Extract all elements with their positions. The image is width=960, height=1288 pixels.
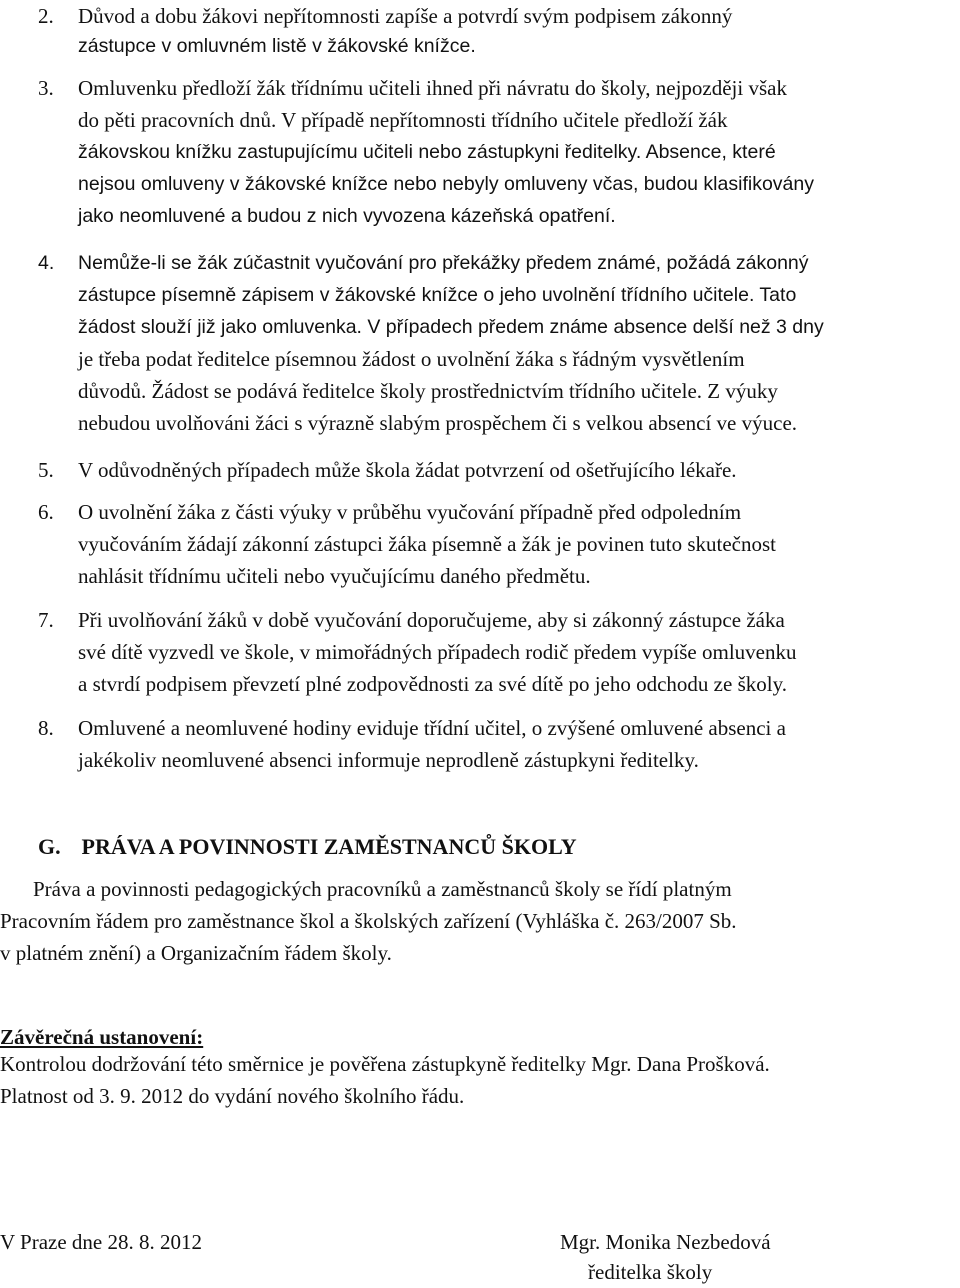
closing-title: Závěrečná ustanovení:: [0, 1025, 204, 1049]
item-line: Nemůže-li se žák zúčastnit vyučování pro překážky předem známé, požádá zákonný: [78, 252, 809, 274]
item-line: Důvod a dobu žákovi nepřítomnosti zapíše a potvrdí svým podpisem zákonný: [78, 4, 733, 28]
section-label: G.: [38, 834, 61, 859]
item-line: vyučováním žádají zákonní zástupci žáka písemně a žák je povinen tuto skutečnost: [78, 532, 777, 556]
item-line: jakékoliv neomluvené absenci informuje neprodleně zástupkyni ředitelky.: [78, 748, 699, 772]
item-line: O uvolnění žáka z části výuky v průběhu vyučování případně před odpoledním: [78, 500, 742, 524]
item-line: své dítě vyzvedl ve škole, v mimořádných případech rodič předem vypíše omluvenku: [78, 640, 797, 664]
section-title: PRÁVA A POVINNOSTI ZAMĚSTNANCŮ ŠKOLY: [81, 834, 577, 859]
closing-line: Kontrolou dodržování této směrnice je pověřena zástupkyně ředitelky Mgr. Dana Prošková.: [0, 1052, 770, 1076]
place-and-date: V Praze dne 28. 8. 2012: [0, 1230, 202, 1254]
signatory-role: ředitelka školy: [588, 1260, 713, 1284]
item-text: [78, 247, 945, 439]
item-line: je třeba podat ředitelce písemnou žádost o uvolnění žáka s řádným vysvětlením: [78, 347, 745, 371]
item-line: žákovskou knížku zastupujícímu učiteli nebo zástupkyni ředitelky. Absence, které: [78, 141, 776, 163]
item-line: Omluvené a neomluvené hodiny eviduje třídní učitel, o zvýšené omluvené absenci a: [78, 716, 786, 740]
closing-paragraph: [0, 1048, 770, 1112]
item-line: Omluvenku předloží žák třídnímu učiteli ihned při návratu do školy, nejpozději však: [78, 76, 787, 100]
item-line: nahlásit třídnímu učiteli nebo vyučujícímu daného předmětu.: [78, 564, 591, 588]
item-number: 2.: [38, 4, 54, 28]
item-number: 3.: [38, 76, 54, 100]
item-line: zástupce v omluvném listě v žákovské knížce.: [78, 35, 476, 57]
item-line: Při uvolňování žáků v době vyučování doporučujeme, aby si zákonný zástupce žáka: [78, 608, 785, 632]
item-number: 5.: [38, 458, 54, 482]
closing-line: Platnost od 3. 9. 2012 do vydání nového školního řádu.: [0, 1084, 465, 1108]
item-line: do pěti pracovních dnů. V případě nepřítomnosti třídního učitele předloží žák: [78, 108, 728, 132]
item-line: nejsou omluveny v žákovské knížce nebo nebyly omluveny včas, budou klasifikovány: [78, 173, 814, 195]
signatory-name: Mgr. Monika Nezbedová: [560, 1230, 771, 1254]
item-line: nebudou uvolňováni žáci s výrazně slabým prospěchem či s velkou absencí ve výuce.: [78, 411, 798, 435]
item-line: jako neomluvené a budou z nich vyvozena kázeňská opatření.: [78, 205, 616, 227]
item-number: 4.: [38, 252, 55, 274]
section-line: v platném znění) a Organizačním řádem školy.: [0, 941, 392, 965]
item-line: důvodů. Žádost se podává ředitelce školy prostřednictvím třídního učitele. Z výuky: [78, 379, 778, 403]
item-number: 8.: [38, 716, 54, 740]
section-heading: [38, 831, 577, 863]
item-line: V odůvodněných případech může škola žádat potvrzení od ošetřujícího lékaře.: [78, 458, 737, 482]
item-text: [78, 0, 945, 62]
item-number: 7.: [38, 608, 54, 632]
item-text: [78, 712, 945, 776]
item-line: zástupce písemně zápisem v žákovské knížce o jeho uvolnění třídního učitele. Tato: [78, 284, 797, 306]
item-text: [78, 454, 945, 486]
section-paragraph: [0, 873, 737, 969]
item-line: žádost slouží již jako omluvenka. V případech předem známe absence delší než 3 dny: [78, 316, 824, 338]
item-text: [78, 604, 945, 700]
item-number: 6.: [38, 500, 54, 524]
item-line: a stvrdí podpisem převzetí plné zodpovědnosti za své dítě po jeho odchodu ze školy.: [78, 672, 787, 696]
item-text: [78, 496, 945, 592]
section-line: Pracovním řádem pro zaměstnance škol a školských zařízení (Vyhláška č. 263/2007 Sb.: [0, 909, 737, 933]
item-text: [78, 72, 945, 232]
section-line: Práva a povinnosti pedagogických pracovníků a zaměstnanců školy se řídí platným: [33, 877, 732, 901]
